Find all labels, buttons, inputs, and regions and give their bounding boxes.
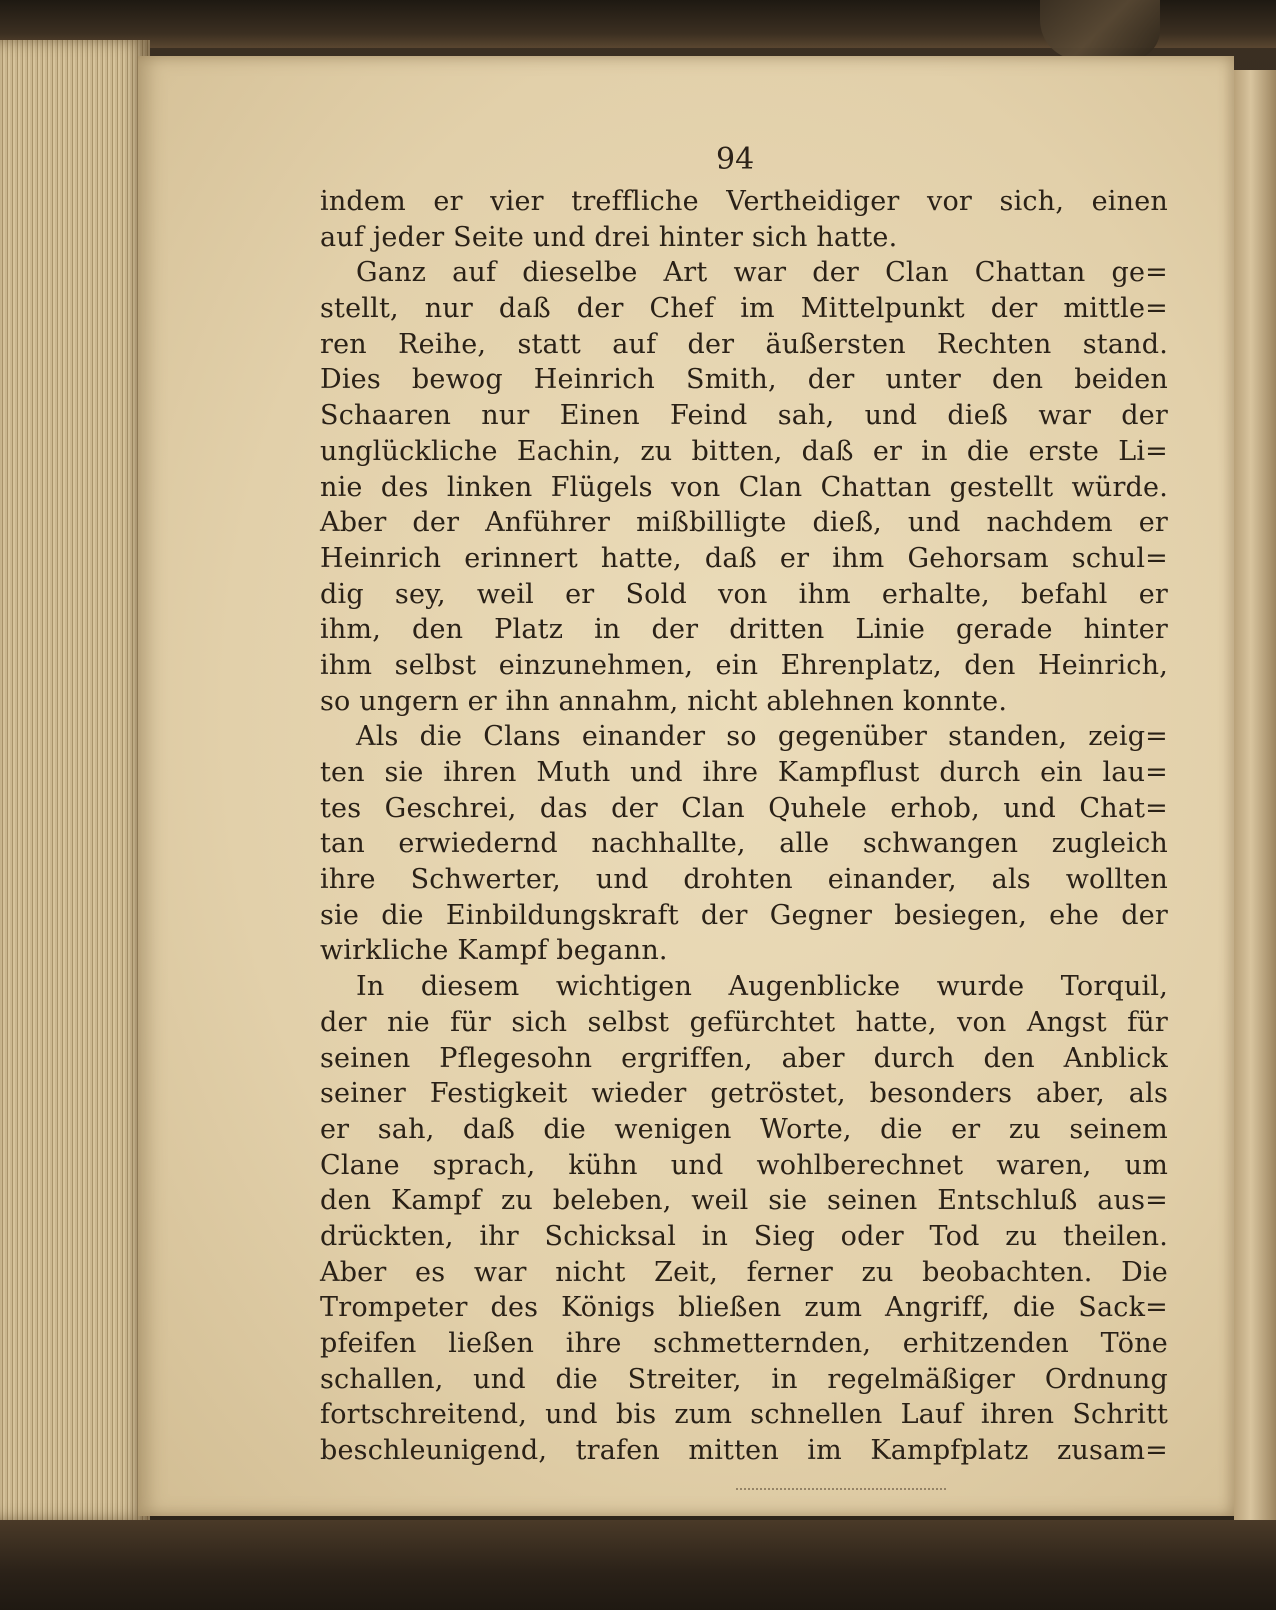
text-line: ihre Schwerter, und drohten einander, als wollten: [320, 864, 1168, 896]
page-number: 94: [716, 142, 755, 177]
text-line: er sah, daß die wenigen Worte, die er zu seinem: [320, 1113, 1168, 1145]
book-cover-bottom: [0, 1520, 1276, 1610]
text-line: auf jeder Seite und drei hinter sich hatte.: [320, 221, 898, 253]
left-page-edges: [0, 40, 150, 1520]
text-line: Aber es war nicht Zeit, ferner zu beobachten. Die: [320, 1256, 1168, 1288]
page-text: [320, 184, 1168, 1469]
right-page-edge: [1234, 70, 1276, 1520]
text-line: fortschreitend, und bis zum schnellen Lauf ihren Schritt: [320, 1399, 1168, 1431]
text-line: Clane sprach, kühn und wohlberechnet waren, um: [320, 1149, 1168, 1181]
text-line: unglückliche Eachin, zu bitten, daß er in die erste Li=: [320, 435, 1168, 467]
catchword-smudge: [736, 1478, 946, 1490]
text-line: seinen Pflegesohn ergriffen, aber durch den Anblick: [320, 1042, 1168, 1074]
text-line: ihm, den Platz in der dritten Linie gerade hinter: [320, 614, 1168, 646]
text-line: seiner Festigkeit wieder getröstet, besonders aber, als: [320, 1078, 1168, 1110]
text-line: Als die Clans einander so gegenüber standen, zeig=: [356, 721, 1168, 753]
text-line: In diesem wichtigen Augenblicke wurde Torquil,: [356, 971, 1168, 1003]
text-line: beschleunigend, trafen mitten im Kampfplatz zusam=: [320, 1435, 1168, 1467]
text-line: Heinrich erinnert hatte, daß er ihm Gehorsam schul=: [320, 542, 1168, 574]
text-line: ren Reihe, statt auf der äußersten Rechten stand.: [320, 328, 1168, 360]
text-line: ten sie ihren Muth und ihre Kampflust durch ein lau=: [320, 757, 1168, 788]
text-line: nie des linken Flügels von Clan Chattan gestellt würde.: [320, 471, 1168, 503]
text-line: tes Geschrei, das der Clan Quhele erhob, und Chat=: [320, 792, 1168, 824]
text-line: Trompeter des Königs bließen zum Angriff, die Sack=: [320, 1292, 1168, 1324]
text-line: stellt, nur daß der Chef im Mittelpunkt der mittle=: [320, 293, 1168, 325]
bookmark-ribbon: [1040, 0, 1160, 60]
text-line: der nie für sich selbst gefürchtet hatte, von Angst für: [320, 1006, 1168, 1038]
text-line: Schaaren nur Einen Feind sah, und dieß war der: [320, 400, 1168, 432]
text-line: ihm selbst einzunehmen, ein Ehrenplatz, den Heinrich,: [320, 649, 1168, 681]
text-line: so ungern er ihn annahm, nicht ablehnen konnte.: [320, 685, 1008, 717]
text-line: Dies bewog Heinrich Smith, der unter den beiden: [320, 364, 1168, 396]
text-line: dig sey, weil er Sold von ihm erhalte, befahl er: [320, 578, 1168, 610]
text-line: drückten, ihr Schicksal in Sieg oder Tod zu theilen.: [320, 1220, 1168, 1252]
text-line: tan erwiedernd nachhallte, alle schwangen zugleich: [320, 828, 1168, 860]
text-line: Aber der Anführer mißbilligte dieß, und nachdem er: [320, 507, 1168, 539]
text-line: indem er vier treffliche Vertheidiger vor sich, einen: [320, 186, 1168, 217]
text-line: Ganz auf dieselbe Art war der Clan Chattan ge=: [356, 257, 1168, 289]
text-line: pfeifen ließen ihre schmetternden, erhitzenden Töne: [320, 1328, 1168, 1359]
text-line: den Kampf zu beleben, weil sie seinen Entschluß aus=: [320, 1185, 1168, 1217]
text-line: sie die Einbildungskraft der Gegner besiegen, ehe der: [320, 899, 1168, 931]
text-line: schallen, und die Streiter, in regelmäßiger Ordnung: [320, 1363, 1168, 1395]
text-line: wirkliche Kampf begann.: [320, 935, 668, 967]
